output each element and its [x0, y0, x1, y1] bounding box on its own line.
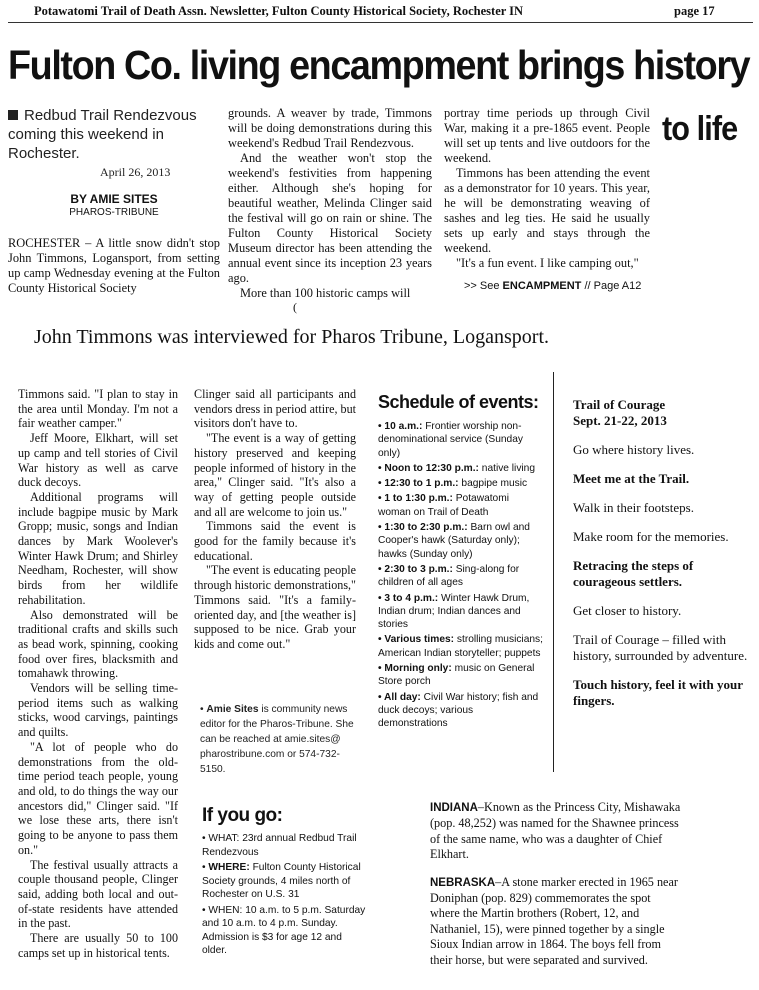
schedule-time: Morning only: [384, 663, 452, 675]
if-you-go-label: WHEN: [208, 904, 243, 916]
schedule-item [378, 477, 544, 490]
story-paragraph: "A lot of people who do demonstrations from the old-time period teach people, young and old, to do things the way our ancestors did," Clinger said. "If we lose these arts, there isn't going to be anyone to pass them on." [18, 739, 178, 857]
state-text: –Known as the Princess City, Mishawaka (pop. 48,252) was named for the Shawnee princess of the same name, who was a daughter of Chief Elkhart. [430, 800, 681, 862]
schedule-item [378, 492, 544, 519]
subheadline [8, 106, 220, 179]
story-paragraph: "The event is educating people through historic demonstrations," Timmons said. "It's a family-oriented day, and [the weather is] supposed to be nice. Grab your kids and come out." [194, 563, 356, 651]
trail-title-line: Trail of Courage [573, 397, 666, 412]
schedule-time: 3 to 4 p.m.: [384, 592, 439, 604]
trail-slogan: Go where history lives. [573, 442, 695, 457]
schedule-time: Noon to 12:30 p.m.: [384, 462, 479, 474]
state-name: NEBRASKA [430, 876, 496, 889]
story-paragraph: Additional programs will include bagpipe music by Mark Gropp; music, songs and Indian dances by Mark Woolever's Winter Hawk Drum; and Shirley Needham, Rochester, will show birds from her wildlife rehabilitation. [18, 489, 178, 607]
stray-mark: ( [293, 300, 297, 314]
story-paragraph: The festival usually attracts a couple thousand people, Clinger said, adding both local and out-of-state residents have attended in the past. [18, 857, 178, 931]
schedule-item [378, 563, 544, 590]
byline-name: BY AMIE SITES [70, 192, 158, 206]
schedule-desc: strolling musicians; American Indian storyteller; puppets [378, 634, 543, 659]
story-paragraph: More than 100 historic camps will [240, 286, 411, 300]
if-you-go-item [202, 904, 368, 958]
story-paragraph: "The event is a way of getting history preserved and keeping people informed of history in the area," Clinger said. "It's also a way of getting people outside and all are welcome to join us." [194, 431, 356, 519]
column-divider [553, 372, 554, 772]
schedule-desc: native living [481, 462, 536, 474]
if-you-go-label: WHERE: [208, 862, 250, 873]
if-you-go-text: 23rd annual Redbud Trail Rendezvous [202, 833, 357, 858]
story-paragraph: portray time periods up through Civil War, making it a pre-1865 event. People will set up tents and live outdoors for the weekend. [444, 106, 650, 165]
state-name: INDIANA [430, 802, 478, 814]
continued-column-a [18, 387, 178, 960]
bullet-box-icon [8, 110, 18, 120]
author-note: • Amie Sites is community news editor for the Pharos-Tribune. She can be reached at amie.sites@ pharostribune.com or 574-732-5150. [200, 704, 354, 775]
continued-column-b [194, 387, 356, 652]
continued-jump [464, 280, 641, 292]
schedule-desc: Barn owl and Cooper's hawk (Saturday only); hawks (Sunday only) [378, 522, 530, 560]
schedule-time: Various times: [384, 634, 455, 646]
subheadline-text: Redbud Trail Rendezvous coming this weekend in Rochester. [8, 107, 197, 162]
trail-date: Sept. 21-22, 2013 [573, 413, 667, 428]
story-paragraph: Timmons said. "I plan to stay in the area until Monday. I'm not a fair weather camper." [18, 387, 178, 431]
byline [8, 192, 220, 220]
story-column-3 [444, 106, 650, 271]
newsletter-header: Potawatomi Trail of Death Assn. Newsletter, Fulton County Historical Society, Rochester IN [34, 4, 524, 18]
story-paragraph: Also demonstrated will be traditional crafts and skills such as bead work, spinning, cooking food over fires, blacksmith and tomahawk throwing. [18, 607, 178, 681]
if-you-go-label: WHAT: [208, 833, 240, 844]
header-rule [8, 22, 753, 23]
schedule-title: Schedule of events: [378, 392, 539, 412]
if-you-go-title: If you go: [202, 805, 283, 826]
schedule-time: 2:30 to 3 p.m.: [384, 563, 453, 575]
schedule-item [378, 462, 544, 475]
story-paragraph: Timmons said the event is good for the family because it's educational. [194, 519, 356, 563]
schedule-desc: bagpipe music [461, 478, 528, 490]
trail-slogan: Make room for the memories. [573, 529, 729, 544]
schedule-time: All day: [384, 691, 421, 703]
schedule-time: 12:30 to 1 p.m.: [384, 478, 459, 490]
story-paragraph: Vendors will be selling time-period items such as walking sticks, wood carvings, paintings and quilts. [18, 681, 178, 740]
schedule-desc: Potawatomi woman on Trail of Death [378, 493, 509, 518]
jump-keyword: ENCAMPMENT [502, 280, 582, 292]
headline: Fulton Co. living encampment brings history [8, 42, 750, 88]
if-you-go-list [202, 832, 368, 960]
byline-org: PHAROS-TRIBUNE [69, 207, 159, 218]
jump-page: // Page A12 [584, 280, 642, 292]
if-you-go-text: 10 a.m. to 5 p.m. Saturday and 10 a.m. to 4 p.m. Sunday. Admission is $3 for age 12 and older. [202, 904, 366, 956]
trail-slogan: Walk in their footsteps. [573, 500, 694, 515]
story-paragraph: There are usually 50 to 100 camps set up in historical tents. [18, 931, 178, 960]
schedule-time: 10 a.m.: [384, 421, 423, 432]
schedule-list [378, 420, 544, 733]
schedule-time: 1 to 1:30 p.m.: [384, 493, 453, 505]
schedule-desc: music on General Store porch [378, 663, 535, 688]
page-number: page 17 [674, 4, 715, 18]
if-you-go-item [202, 861, 368, 902]
trail-slogan: Get closer to history. [573, 603, 682, 618]
story-paragraph: Clinger said all participants and vendors dress in period attire, but visitors don't have to. [194, 387, 356, 431]
state-facts [430, 800, 682, 980]
story-paragraph: grounds. A weaver by trade, Timmons will be doing demonstrations during this weekend's Redbud Trail Rendezvous. [228, 106, 432, 150]
schedule-desc: Winter Hawk Drum, Indian drum; Indian dances and stories [378, 592, 530, 631]
schedule-item [378, 662, 544, 689]
trail-slogan: Touch history, feel it with your fingers. [573, 677, 743, 708]
story-paragraph: ROCHESTER – A little snow didn't stop John Timmons, Logansport, from setting up camp Wednesday evening at the Fulton County Historical Society [8, 236, 220, 295]
story-paragraph: And the weather won't stop the weekend's festivities from happening either. Although she's hoping for beautiful weather, Melinda Clinger said the festival will go on rain or shine. The Fulton County Historical Society Museum director has been attending the annual event since its inception 23 years ago. [228, 151, 432, 285]
story-paragraph: Timmons has been attending the event as a demonstrator for 10 years. This year, he will be demonstrating weaving of sashes and leg ties. He said he usually sets up early and stays through the weekend. [444, 166, 650, 255]
schedule-desc: Sing-along for children of all ages [378, 563, 520, 589]
if-you-go-item [202, 832, 368, 859]
state-text: –A stone marker erected in 1965 near Doniphan (pop. 829) commemorates the spot where the Martin brothers (Robert, 12, and Nathaniel, 15), were pinned together by a single Sioux Indian arrow in 1864. The boys fell from their horse, but were separated and survived. [430, 874, 678, 967]
author-name: Amie Sites [206, 704, 259, 715]
trail-of-courage-box [573, 397, 753, 722]
photo-caption: John Timmons was interviewed for Pharos Tribune, Logansport. [34, 326, 549, 348]
article-date: April 26, 2013 [100, 165, 171, 179]
state-fact [430, 800, 682, 863]
schedule-desc: Civil War history; fish and duck decoys; various demonstrations [378, 691, 539, 730]
state-fact [430, 875, 682, 968]
schedule-desc: Frontier worship non-denominational service (Sunday only) [378, 421, 523, 459]
schedule-item [378, 592, 544, 632]
jump-prefix: >> See [464, 280, 500, 292]
story-paragraph: "It's a fun event. I like camping out," [456, 256, 639, 270]
story-paragraph: Jeff Moore, Elkhart, will set up camp and tell stories of Civil War history as well as carve duck decoys. [18, 431, 178, 490]
schedule-item [378, 633, 544, 660]
if-you-go-text: Fulton County Historical Society grounds, 4 miles north of Rochester on U.S. 31 [202, 862, 361, 900]
schedule-item [378, 521, 544, 561]
schedule-time: 1:30 to 2:30 p.m.: [384, 522, 468, 534]
story-column-2 [228, 106, 432, 301]
trail-slogan: Retracing the steps of courageous settlers. [573, 558, 694, 589]
trail-title [573, 397, 753, 429]
schedule-item [378, 420, 544, 460]
schedule-item [378, 691, 544, 731]
trail-slogan: Meet me at the Trail. [573, 471, 690, 486]
headline-continuation: to life [662, 110, 738, 148]
trail-slogan: Trail of Courage – filled with history, surrounded by adventure. [573, 632, 748, 663]
story-column-1 [8, 236, 220, 296]
author-bio: is community news editor for the Pharos-Tribune. She can be reached at amie.sites@ pharostribune.com or 574-732-5150. [200, 704, 354, 775]
